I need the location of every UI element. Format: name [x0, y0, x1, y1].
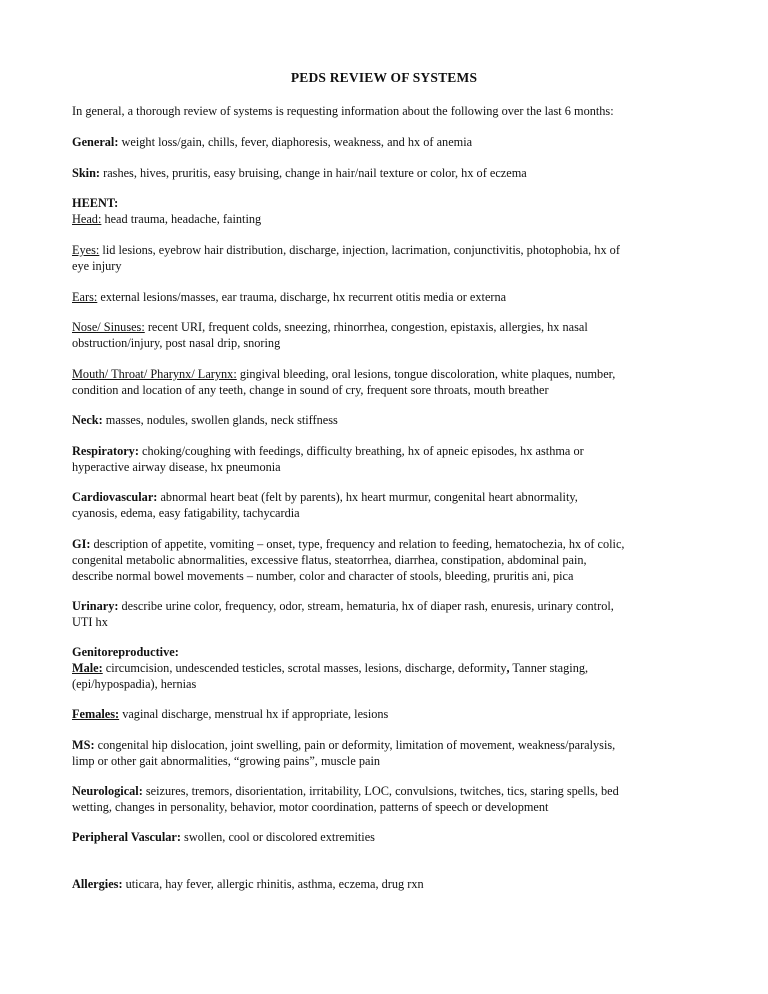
section-ms [72, 737, 702, 769]
peripheral-label: Peripheral Vascular: [72, 830, 181, 844]
section-neck [72, 412, 702, 428]
ms-text-line1: congenital hip dislocation, joint swelling, pain or deformity, limitation of movement, weakness/paralysis, [94, 738, 616, 752]
gi-text-line1: description of appetite, vomiting – onset, type, frequency and relation to feeding, hematochezia, hx of colic, [90, 537, 625, 551]
neck-text: masses, nodules, swollen glands, neck stiffness [102, 413, 338, 427]
respiratory-text-line1: choking/coughing with feedings, difficulty breathing, hx of apneic episodes, hx asthma or [138, 444, 584, 458]
cardio-text-line2: cyanosis, edema, easy fatigability, tachycardia [72, 506, 300, 520]
skin-label: Skin: [72, 166, 101, 180]
male-text-line1a: circumcision, undescended testicles, scrotal masses, lesions, discharge, deformity [102, 661, 507, 675]
allergies-label: Allergies: [72, 877, 123, 891]
eyes-text-line2: eye injury [72, 259, 122, 273]
ms-text-line2: limp or other gait abnormalities, “growing pains”, muscle pain [72, 754, 381, 768]
male-text-comma: , [506, 661, 510, 675]
male-label: Male: [72, 661, 103, 675]
section-eyes [72, 242, 702, 274]
gi-label: GI: [72, 537, 91, 551]
neuro-text-line2: wetting, changes in personality, behavior, motor coordination, patterns of speech or development [72, 800, 549, 814]
heent-label: HEENT: [72, 196, 119, 210]
ears-text: external lesions/masses, ear trauma, discharge, hx recurrent otitis media or externa [97, 290, 507, 304]
head-label: Head: [72, 212, 102, 226]
general-text: weight loss/gain, chills, fever, diaphoresis, weakness, and hx of anemia [118, 135, 473, 149]
urinary-text-line2: UTI hx [72, 615, 108, 629]
cardio-label: Cardiovascular: [72, 490, 158, 504]
respiratory-text-line2: hyperactive airway disease, hx pneumonia [72, 460, 281, 474]
section-neurological [72, 783, 702, 815]
section-nose [72, 319, 702, 351]
section-skin [72, 165, 702, 181]
respiratory-label: Respiratory: [72, 444, 139, 458]
section-cardiovascular [72, 489, 702, 521]
section-allergies [72, 876, 702, 892]
male-text-line1c: Tanner staging, [509, 661, 589, 675]
section-respiratory [72, 443, 702, 475]
section-ears [72, 289, 702, 305]
cardio-text-line1: abnormal heart beat (felt by parents), hx heart murmur, congenital heart abnormality, [157, 490, 578, 504]
section-urinary [72, 598, 702, 630]
genito-label: Genitoreproductive: [72, 645, 179, 659]
gi-text-line3: describe normal bowel movements – number, color and character of stools, bleeding, pruritis ani, pica [72, 569, 574, 583]
nose-text-line1: recent URI, frequent colds, sneezing, rhinorrhea, congestion, epistaxis, allergies, hx nasal [144, 320, 588, 334]
section-mouth [72, 366, 702, 398]
urinary-label: Urinary: [72, 599, 119, 613]
page-title: PEDS REVIEW OF SYSTEMS [290, 70, 478, 85]
ms-label: MS: [72, 738, 95, 752]
females-label: Females: [72, 707, 120, 721]
section-genitoreproductive [72, 644, 702, 692]
females-text: vaginal discharge, menstrual hx if appropriate, lesions [119, 707, 389, 721]
general-label: General: [72, 135, 119, 149]
peripheral-text: swollen, cool or discolored extremities [180, 830, 375, 844]
eyes-label: Eyes: [72, 243, 100, 257]
section-general [72, 134, 702, 150]
mouth-text-line1: gingival bleeding, oral lesions, tongue discoloration, white plaques, number, [236, 367, 616, 381]
neuro-label: Neurological: [72, 784, 143, 798]
mouth-label: Mouth/ Throat/ Pharynx/ Larynx: [72, 367, 237, 381]
male-text-line2: (epi/hypospadia), hernias [72, 677, 197, 691]
section-females [72, 706, 702, 722]
section-gi [72, 536, 702, 584]
gi-text-line2: congenital metabolic abnormalities, excessive flatus, steatorrhea, diarrhea, constipation, abdominal pain, [72, 553, 587, 567]
skin-text: rashes, hives, pruritis, easy bruising, change in hair/nail texture or color, hx of eczema [100, 166, 527, 180]
intro-paragraph: In general, a thorough review of systems is requesting information about the following over the last 6 months: [72, 104, 614, 118]
nose-label: Nose/ Sinuses: [72, 320, 145, 334]
section-peripheral-vascular [72, 829, 702, 845]
ears-label: Ears: [72, 290, 98, 304]
neuro-text-line1: seizures, tremors, disorientation, irritability, LOC, convulsions, twitches, tics, staring spells, bed [142, 784, 619, 798]
allergies-text: uticara, hay fever, allergic rhinitis, asthma, eczema, drug rxn [122, 877, 424, 891]
head-text: head trauma, headache, fainting [101, 212, 262, 226]
section-heent [72, 195, 702, 227]
urinary-text-line1: describe urine color, frequency, odor, stream, hematuria, hx of diaper rash, enuresis, urinary control, [118, 599, 614, 613]
eyes-text-line1: lid lesions, eyebrow hair distribution, discharge, injection, lacrimation, conjunctivitis, photophobia, hx of [99, 243, 620, 257]
mouth-text-line2: condition and location of any teeth, change in sound of cry, frequent sore throats, mouth breather [72, 383, 549, 397]
nose-text-line2: obstruction/injury, post nasal drip, snoring [72, 336, 281, 350]
neck-label: Neck: [72, 413, 103, 427]
